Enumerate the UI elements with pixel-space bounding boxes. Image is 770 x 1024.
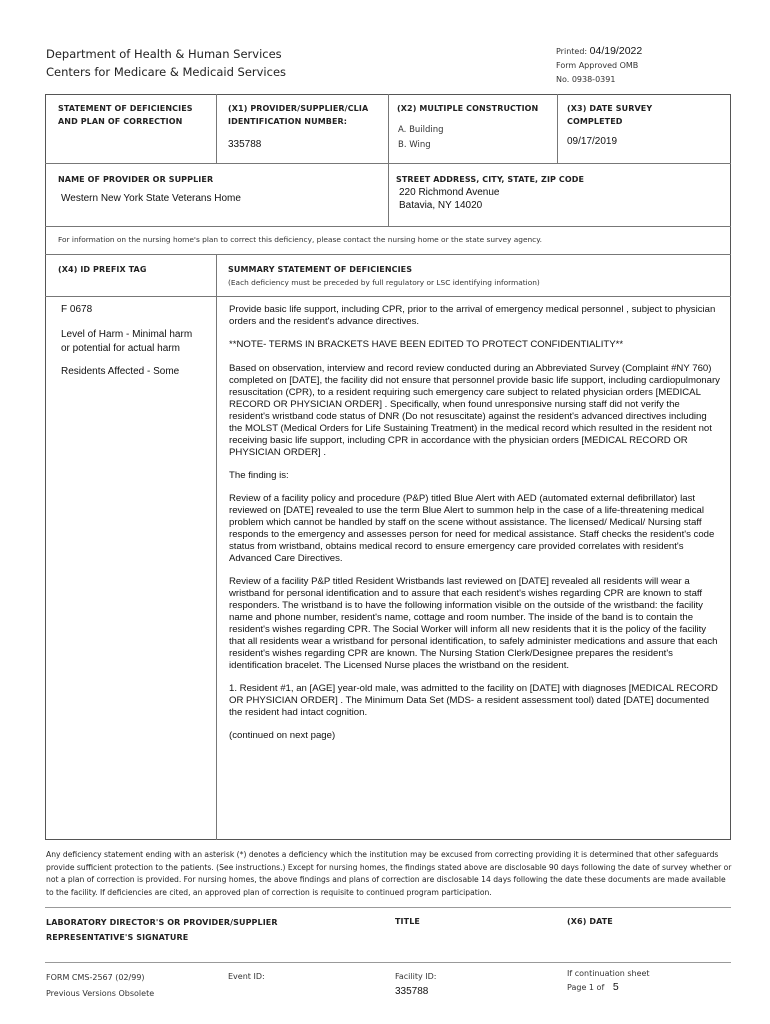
x3-label-line: COMPLETED: [567, 117, 623, 126]
divider: [557, 94, 558, 164]
divider: [388, 94, 389, 226]
x2-label: (X2) MULTIPLE CONSTRUCTION: [397, 104, 539, 113]
date-label: (X6) DATE: [567, 917, 613, 926]
provider-name-value: Western New York State Veterans Home: [61, 193, 241, 204]
signature-label-line: REPRESENTATIVE'S SIGNATURE: [46, 933, 189, 942]
divider: [45, 907, 731, 908]
wing-field: B. Wing: [398, 140, 431, 150]
facility-id-value: 335788: [395, 986, 429, 997]
x1-label-line: IDENTIFICATION NUMBER:: [228, 117, 348, 126]
deficiency-tag: F 0678: [61, 304, 93, 315]
form-number: [46, 970, 154, 1002]
facility-id-label: Facility ID:: [395, 972, 437, 981]
paragraph: The finding is:: [229, 470, 289, 481]
statement-label-line: AND PLAN OF CORRECTION: [58, 117, 183, 126]
residents-affected: Residents Affected - Some: [61, 366, 180, 377]
paragraph: Provide basic life support, including CPR, prior to the arrival of emergency medical personnel , subject to physician orders and the resident's advance directives.: [229, 304, 716, 327]
printed-label: Printed:: [556, 47, 588, 56]
signature-label-line: LABORATORY DIRECTOR'S OR PROVIDER/SUPPLIER: [46, 918, 278, 927]
disclosure-footnote: Any deficiency statement ending with an asterisk (*) denotes a deficiency which the institution may be excused from correcting providing it is determined that other safeguards provide sufficient protection to the patients. (See instructions.) Except for nursing homes, the findings stated above are disclosable 90 days following the date of survey whether or not a plan of correction is provided. For nursing homes, the above findings and plans of correction are disclosable 14 days following the date these documents are made available to the facility. If deficiencies are cited, an approved plan of correction is requisite to continued program participation.: [46, 850, 732, 897]
omb-number: No. 0938-0391: [556, 75, 616, 84]
divider: [216, 254, 217, 840]
divider: [216, 94, 217, 164]
harm-line: Level of Harm - Minimal harm: [61, 329, 193, 340]
paragraph: Review of a facility policy and procedure (P&P) titled Blue Alert with AED (automated external defibrillator) last reviewed on [DATE] revealed to use the term Blue Alert to summon help in the case of a life-threatening medical problem which cannot be handled by staff on the scene without assistance. The licensed/ Medical/ Nursing staff responds to the emergency and assesses person for need for medical assistance. Staff checks the resident's code status from wristband, obtains medical record to ensure emergency care provided correlates with resident's Advanced Care Directives.: [229, 493, 715, 564]
divider: [45, 296, 731, 297]
x3-label: [567, 102, 652, 128]
form-meta: [556, 44, 642, 87]
paragraph: 1. Resident #1, an [AGE] year-old male, was admitted to the facility on [DATE] with diagnoses [MEDICAL RECORD OR PHYSICIAN ORDER] . The Minimum Data Set (MDS- a resident assessment tool) dated [DATE] documented the resident had intact cognition.: [229, 683, 718, 718]
paragraph: **NOTE- TERMS IN BRACKETS HAVE BEEN EDITED TO PROTECT CONFIDENTIALITY**: [229, 339, 624, 350]
continuation-label: If continuation sheet: [567, 969, 650, 978]
level-of-harm: [61, 329, 192, 355]
deficiency-narrative: [229, 304, 721, 753]
id-prefix-tag-label: (X4) ID PREFIX TAG: [58, 265, 147, 274]
provider-id-value: 335788: [228, 139, 262, 150]
summary-subtext: (Each deficiency must be preceded by full regulatory or LSC identifying information): [228, 278, 540, 287]
printed-line: [556, 44, 642, 59]
address-line-2: Batavia, NY 14020: [399, 200, 483, 211]
harm-line: or potential for actual harm: [61, 343, 180, 354]
paragraph: Review of a facility P&P titled Resident Wristbands last reviewed on [DATE] revealed all residents will wear a wristband for personal identification and to assure that each resident's wishes regarding CPR are known to staff responders. The wristband is to have the following information visible on the outside of the wristband: the facility name and phone number, resident's name, cottage and room number. The inside of the band is to contain the resident's wishes regarding CPR. The Social Worker will inform all new residents that it is the policy of the facility that all residents wear a wristband for personal identification, to safely administer medications and assure that each resident's wishes regarding CPR are known. The Nursing Station Clerk/Designee prepares the resident's identification bracelet. The Licensed Nurse places the wristband on the resident.: [229, 576, 718, 671]
signature-label: [46, 915, 278, 945]
x1-label-line: (X1) PROVIDER/SUPPLIER/CLIA: [228, 104, 369, 113]
dept-name: Department of Health & Human Services: [46, 47, 282, 61]
form-number-line: FORM CMS-2567 (02/99): [46, 973, 145, 982]
divider: [45, 226, 731, 227]
divider: [45, 254, 731, 255]
cms-name: Centers for Medicare & Medicaid Services: [46, 65, 287, 79]
printed-date: 04/19/2022: [589, 45, 643, 57]
title-label: TITLE: [395, 917, 420, 926]
survey-date-value: 09/17/2019: [567, 136, 618, 147]
event-id: Event ID:: [228, 972, 265, 981]
statement-label: [58, 102, 193, 128]
summary-statement-label: SUMMARY STATEMENT OF DEFICIENCIES: [228, 265, 413, 274]
agency-header: [46, 45, 286, 81]
continued-note: (continued on next page): [229, 730, 336, 741]
address-line-1: 220 Richmond Avenue: [399, 187, 500, 198]
address-label: STREET ADDRESS, CITY, STATE, ZIP CODE: [396, 175, 585, 184]
x1-label: [228, 102, 368, 128]
page-indicator: [567, 981, 619, 994]
form-approved: Form Approved OMB: [556, 61, 639, 70]
provider-name-label: NAME OF PROVIDER OR SUPPLIER: [58, 175, 214, 184]
x3-label-line: (X3) DATE SURVEY: [567, 104, 653, 113]
building-field: A. Building: [398, 125, 444, 135]
previous-versions: Previous Versions Obsolete: [46, 989, 155, 998]
page-label: Page 1 of: [567, 983, 605, 992]
statement-label-line: STATEMENT OF DEFICIENCIES: [58, 104, 193, 113]
paragraph: Based on observation, interview and record review conducted during an Abbreviated Survey (Complaint #NY 760) completed on [DATE], the facility did not ensure that personnel provide basic life support, including cardiopulmonary resuscitation (CPR), to a resident requiring such emergency care subject to related physician orders [MEDICAL RECORD OR PHYSICIAN ORDER] . Specifically, when found unresponsive nursing staff did not verify the resident's wristband code status of DNR (Do not resuscitate) against the resident's advanced directives including the MOLST (Medical Orders for Life Sustaining Treatment) in the medical record which resulted in the resident not receiving basic life support, including CPR in accordance with the physician orders [MEDICAL RECORD OR PHYSICIAN ORDER] .: [229, 363, 720, 458]
info-line: For information on the nursing home's plan to correct this deficiency, please contact the nursing home or the state survey agency.: [58, 235, 542, 244]
page-total: 5: [612, 981, 619, 993]
divider: [45, 962, 731, 963]
